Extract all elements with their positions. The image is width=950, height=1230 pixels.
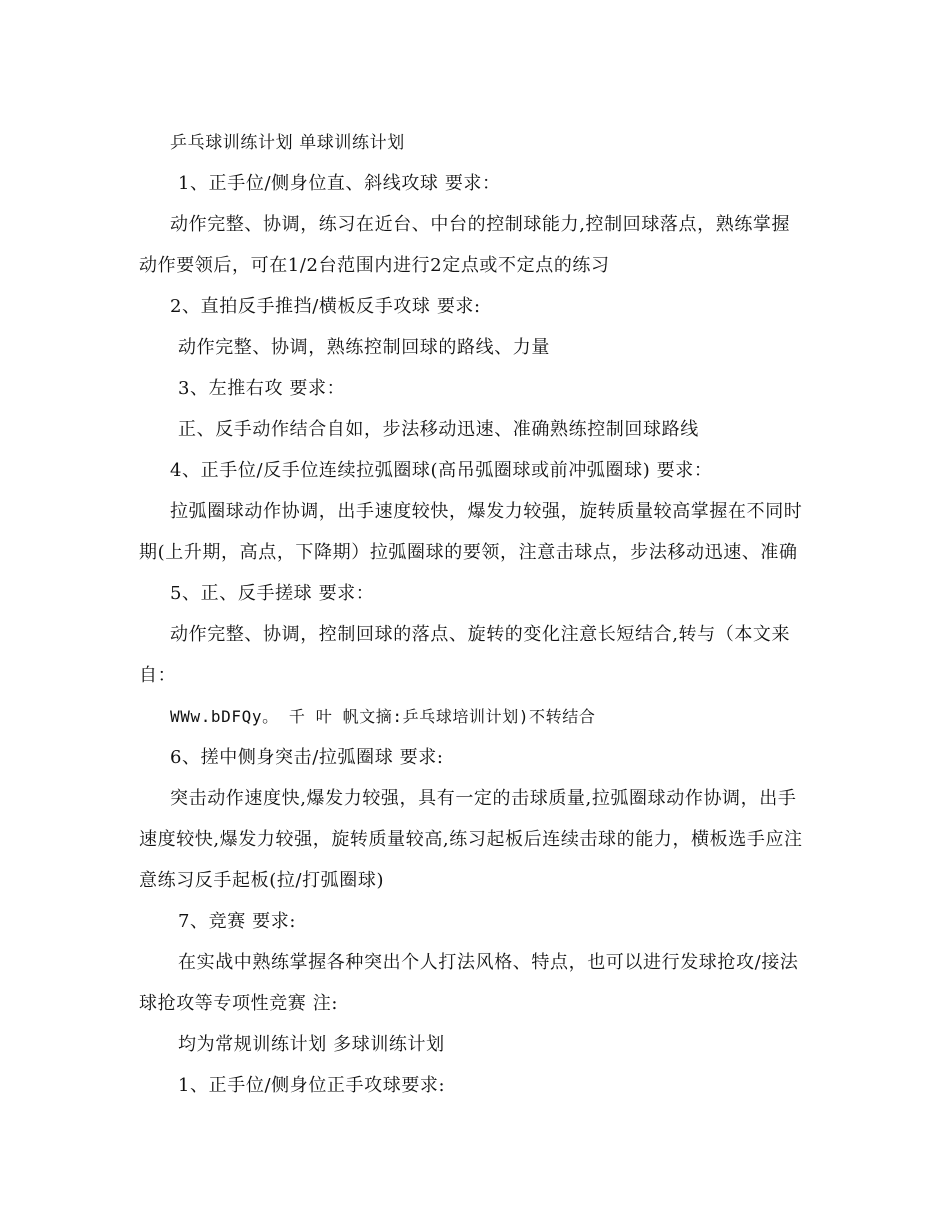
paragraph-line: 自： [139, 665, 177, 686]
paragraph-line: 速度较快,爆发力较强，旋转质量较高,练习起板后连续击球的能力，横板选手应注 [139, 829, 803, 850]
paragraph-line: 在实战中熟练掌握各种突出个人打法风格、特点，也可以进行发球抢攻/接法 [178, 952, 799, 973]
paragraph-line: 动作完整、协调，控制回球的落点、旋转的变化注意长短结合,转与（本文来 [170, 624, 791, 645]
paragraph-line: 拉弧圈球动作协调，出手速度较快，爆发力较强，旋转质量较高掌握在不同时 [170, 501, 803, 522]
paragraph-line: 动作完整、协调，熟练控制回球的路线、力量 [178, 337, 550, 358]
section-heading-6: 6、搓中侧身突击/拉弧圈球 要求: [170, 747, 444, 768]
paragraph-line: 意练习反手起板(拉/打弧圈球) [139, 870, 385, 891]
section-heading-1: 1、正手位/侧身位直、斜线攻球 要求： [178, 173, 501, 194]
paragraph-line: 动作完整、协调，练习在近台、中台的控制球能力,控制回球落点，熟练掌握 [170, 214, 791, 235]
section-heading-5: 5、正、反手搓球 要求： [170, 583, 375, 604]
document-title: 乒乓球训练计划 单球训练计划 [170, 133, 405, 153]
paragraph-line: 球抢攻等专项性竞赛 注: [139, 993, 338, 1014]
paragraph-line: 期(上升期，高点，下降期）拉弧圈球的要领，注意击球点，步法移动迅速、准确 [139, 542, 798, 563]
paragraph-line: WWw.bDFQy。 千 叶 帆文摘:乒乓球培训计划)不转结合 [170, 707, 596, 726]
section-heading-3: 3、左推右攻 要求： [178, 378, 346, 399]
section-heading-7: 7、竞赛 要求: [178, 911, 297, 932]
section-heading-2: 2、直拍反手推挡/横板反手攻球 要求: [170, 296, 481, 317]
paragraph-line: 动作要领后，可在1/2台范围内进行2定点或不定点的练习 [139, 255, 610, 276]
subsection-title: 均为常规训练计划 多球训练计划 [178, 1034, 445, 1055]
section-heading-8: 1、正手位/侧身位正手攻球要求: [178, 1075, 446, 1096]
section-heading-4: 4、正手位/反手位连续拉弧圈球(高吊弧圈球或前冲弧圈球) 要求： [170, 460, 713, 481]
paragraph-line: 突击动作速度快,爆发力较强，具有一定的击球质量,拉弧圈球动作协调，出手 [170, 788, 797, 809]
paragraph-line: 正、反手动作结合自如，步法移动迅速、准确熟练控制回球路线 [178, 419, 699, 440]
